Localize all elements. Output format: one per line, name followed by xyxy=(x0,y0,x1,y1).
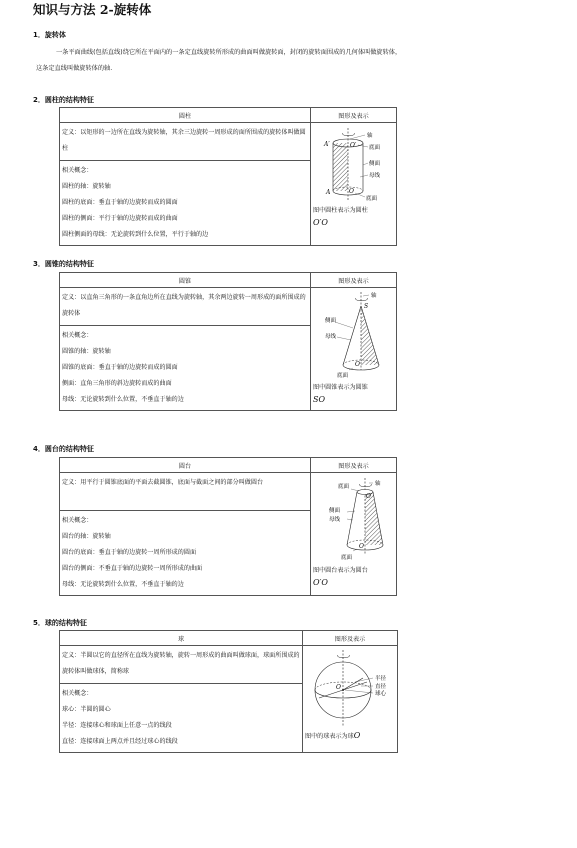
cone-rel-cell xyxy=(60,326,311,411)
cone-bottom-label: 底面 xyxy=(337,373,349,379)
sphere-table xyxy=(59,630,398,753)
cone-col-header: 圆锥 xyxy=(60,273,311,288)
frustum-table xyxy=(59,457,397,596)
frustum-generatrix-label: 母线 xyxy=(329,517,341,523)
cylinder-col-header: 圆柱 xyxy=(60,108,311,123)
cone-rel-4: 母线：无论旋转到什么位置，不垂直于轴的边 xyxy=(62,396,184,403)
sphere-caption-line xyxy=(305,730,395,743)
cylinder-top-label: 底面 xyxy=(369,145,381,151)
cone-fig-cell xyxy=(311,288,397,411)
frustum-rel-0: 相关概念： xyxy=(62,517,93,524)
cylinder-o-label: O xyxy=(349,188,354,195)
frustum-fig-header: 图形及表示 xyxy=(311,458,397,473)
cylinder-a1-label: A′ xyxy=(324,141,330,148)
frustum-symbol: O′O xyxy=(313,578,328,587)
cylinder-rel-3: 圆柱的侧面：平行于轴的边旋转而成的曲面 xyxy=(62,215,178,222)
frustum-rel-3: 圆台的侧面：不垂直于轴的边旋转一周所形成的曲面 xyxy=(62,565,203,572)
cone-generatrix-label: 母线 xyxy=(325,334,337,340)
frustum-bottom-label: 底面 xyxy=(341,555,353,561)
cylinder-symbol: O′O xyxy=(313,218,328,227)
frustum-o-label: O xyxy=(359,543,364,550)
cone-rel-2: 圆锥的底面：垂直于轴的边旋转而成的圆面 xyxy=(62,364,178,371)
frustum-rel-4: 母线：无论旋转到什么位置，不垂直于轴的边 xyxy=(62,581,184,588)
cone-caption: 图中圆锥表示为圆锥 xyxy=(313,384,368,391)
sphere-figure xyxy=(305,648,395,743)
section1-paragraph: 一条平面曲线(包括直线)绕它所在平面内的一条定直线旋转所形成的曲面叫做旋转面，封闭的旋转面围成的几何体叫做旋转体，这条定直线叫做旋转体的轴. xyxy=(36,49,402,72)
sphere-col-header: 球 xyxy=(60,631,303,646)
sphere-diagram xyxy=(305,648,395,730)
cone-table xyxy=(59,272,397,411)
cone-def-cell xyxy=(60,288,311,326)
cylinder-a-label: A xyxy=(326,189,331,196)
cylinder-definition: 定义：以矩形的一边所在直线为旋转轴，其余三边旋转一周形成的面所围成的旋转体叫做圆柱 xyxy=(62,129,306,152)
cylinder-axis-label: 轴 xyxy=(367,133,373,139)
sphere-fig-header: 图形及表示 xyxy=(303,631,398,646)
sphere-center-label: 球心 xyxy=(375,691,387,697)
frustum-caption: 图中圆台表示为圆台 xyxy=(313,567,368,574)
cone-diagram xyxy=(313,290,393,382)
cone-axis-label: 轴 xyxy=(371,293,377,299)
cone-rel-1: 圆锥的轴：旋转轴 xyxy=(62,348,111,355)
sphere-rel-3: 直径：连接球面上两点并且经过球心的线段 xyxy=(62,738,178,745)
frustum-side-label: 侧面 xyxy=(329,508,341,514)
section5-heading: 5．球的结构特征 xyxy=(33,619,87,627)
cylinder-def-cell xyxy=(60,123,311,161)
cone-s-label: S xyxy=(364,303,369,310)
sphere-rel-2: 半径：连接球心和球面上任意一点的线段 xyxy=(62,722,172,729)
sphere-rel-cell xyxy=(60,684,303,753)
cone-rel-0: 相关概念： xyxy=(62,332,93,339)
sphere-symbol: O xyxy=(353,731,361,740)
sphere-rel-1: 球心：半圆的圆心 xyxy=(62,706,111,713)
frustum-axis-label: 轴 xyxy=(375,481,381,487)
cone-figure xyxy=(313,290,394,407)
cylinder-fig-header: 图形及表示 xyxy=(311,108,397,123)
sphere-def-cell xyxy=(60,646,303,684)
section1-text xyxy=(36,45,404,77)
sphere-o-label: O xyxy=(336,684,341,691)
frustum-fig-cell xyxy=(311,473,397,596)
frustum-rel-2: 圆台的底面：垂直于轴的边旋转一周所形成的圆面 xyxy=(62,549,197,556)
sphere-caption: 图中的球表示为球 xyxy=(305,733,354,740)
cylinder-diagram xyxy=(313,125,393,205)
cone-definition: 定义：以直角三角形的一条直角边所在直线为旋转轴，其余两边旋转一周形成的面所围成的旋转体 xyxy=(62,294,306,317)
section3-heading: 3．圆锥的结构特征 xyxy=(33,260,94,268)
cylinder-fig-cell xyxy=(311,123,397,246)
frustum-rel-1: 圆台的轴：旋转轴 xyxy=(62,533,111,540)
cylinder-figure xyxy=(313,125,394,230)
cone-symbol: SO xyxy=(313,395,326,404)
frustum-rel-cell xyxy=(60,511,311,596)
cylinder-o1-label: O′ xyxy=(350,142,357,149)
cylinder-rel-0: 相关概念： xyxy=(62,167,93,174)
cylinder-rel-4: 圆柱侧面的母线：无论旋转到什么位置，平行于轴的边 xyxy=(62,231,209,238)
frustum-figure xyxy=(313,475,394,590)
cylinder-table xyxy=(59,107,397,246)
sphere-rel-0: 相关概念： xyxy=(62,690,93,697)
sphere-diameter-label: 直径 xyxy=(375,684,387,690)
section4-heading: 4．圆台的结构特征 xyxy=(33,445,94,453)
cylinder-generatrix-label: 母线 xyxy=(369,173,381,179)
frustum-o1-label: O′ xyxy=(366,493,373,500)
cylinder-side-label: 侧面 xyxy=(369,161,381,167)
cylinder-rel-cell xyxy=(60,161,311,246)
section1-heading: 1．旋转体 xyxy=(33,31,66,39)
sphere-radius-label: 半径 xyxy=(375,676,387,682)
cylinder-rel-1: 圆柱的轴：旋转轴 xyxy=(62,183,111,190)
sphere-definition: 定义：半圆以它的直径所在直线为旋转轴，旋转一周形成的曲面叫做球面，球面所围成的旋转体叫做球体，简称球 xyxy=(62,652,300,675)
cone-rel-3: 侧面：直角三角形的斜边旋转而成的曲面 xyxy=(62,380,172,387)
cone-o-label: O xyxy=(355,361,360,368)
frustum-definition: 定义：用平行于圆锥底面的平面去截圆锥，底面与截面之间的部分叫做圆台 xyxy=(62,479,264,486)
cone-fig-header: 图形及表示 xyxy=(311,273,397,288)
cylinder-bottom-label: 底面 xyxy=(366,196,378,202)
page-title: 知识与方法 2-旋转体 xyxy=(33,2,152,17)
frustum-diagram xyxy=(313,475,393,565)
cone-side-label: 侧面 xyxy=(325,318,337,324)
frustum-col-header: 圆台 xyxy=(60,458,311,473)
frustum-def-cell xyxy=(60,473,311,511)
section2-heading: 2．圆柱的结构特征 xyxy=(33,96,94,104)
frustum-top-label: 底面 xyxy=(338,484,350,490)
sphere-fig-cell xyxy=(303,646,398,753)
cylinder-rel-2: 圆柱的底面：垂直于轴的边旋转而成的圆面 xyxy=(62,199,178,206)
cylinder-caption: 图中圆柱表示为圆柱 xyxy=(313,207,368,214)
